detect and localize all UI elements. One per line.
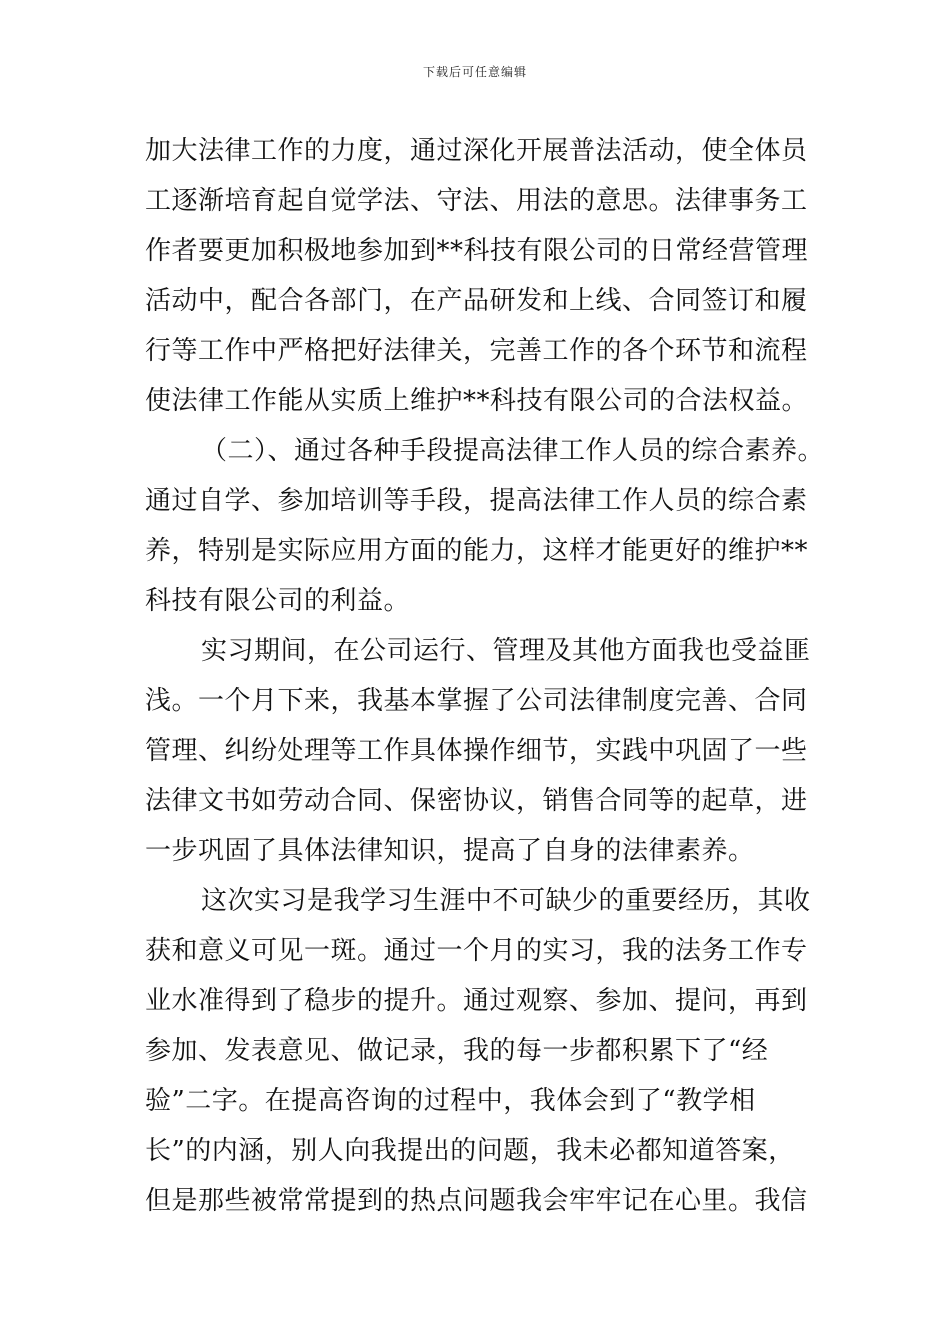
text-line: 加大法律工作的力度，通过深化开展普法活动，使全体员 bbox=[145, 136, 808, 166]
text-line: 科技有限公司的利益。 bbox=[145, 586, 411, 616]
text-line: 获和意义可见一斑。通过一个月的实习，我的法务工作专 bbox=[145, 936, 808, 966]
text-line: 使法律工作能从实质上维护**科技有限公司的合法权益。 bbox=[145, 386, 809, 416]
section-heading: （二）、通过各种手段提高法律工作人员的综合素养。 bbox=[201, 436, 825, 466]
text-line: 验”二字。在提高咨询的过程中，我体会到了“教学相 bbox=[145, 1086, 756, 1116]
document-body bbox=[145, 126, 825, 1226]
text-line: 行等工作中严格把好法律关，完善工作的各个环节和流程 bbox=[145, 336, 808, 366]
page-header: 下载后可任意编辑 bbox=[422, 65, 527, 79]
text-line: 参加、发表意见、做记录，我的每一步都积累下了“经 bbox=[145, 1036, 769, 1066]
paragraph-start: 实习期间，在公司运行、管理及其他方面我也受益匪 bbox=[201, 636, 811, 666]
paragraph-start: 这次实习是我学习生涯中不可缺少的重要经历，其收 bbox=[201, 886, 811, 916]
text-line: 作者要更加积极地参加到**科技有限公司的日常经营管理 bbox=[145, 236, 809, 266]
text-line: 活动中，配合各部门，在产品研发和上线、合同签订和履 bbox=[145, 286, 808, 316]
text-line: 工逐渐培育起自觉学法、守法、用法的意思。法律事务工 bbox=[145, 186, 808, 216]
text-line: 一步巩固了具体法律知识，提高了自身的法律素养。 bbox=[145, 836, 755, 866]
text-line: 但是那些被常常提到的热点问题我会牢牢记在心里。我信 bbox=[145, 1186, 808, 1216]
text-line: 法律文书如劳动合同、保密协议，销售合同等的起草，进 bbox=[145, 786, 808, 816]
text-line: 长”的内涵，别人向我提出的问题，我未必都知道答案， bbox=[145, 1136, 795, 1166]
text-line: 通过自学、参加培训等手段，提高法律工作人员的综合素 bbox=[145, 486, 808, 516]
text-line: 浅。一个月下来，我基本掌握了公司法律制度完善、合同 bbox=[145, 686, 808, 716]
text-line: 业水准得到了稳步的提升。通过观察、参加、提问，再到 bbox=[145, 986, 808, 1016]
text-line: 养，特别是实际应用方面的能力，这样才能更好的维护** bbox=[145, 536, 809, 566]
text-line: 管理、纠纷处理等工作具体操作细节，实践中巩固了一些 bbox=[145, 736, 808, 766]
